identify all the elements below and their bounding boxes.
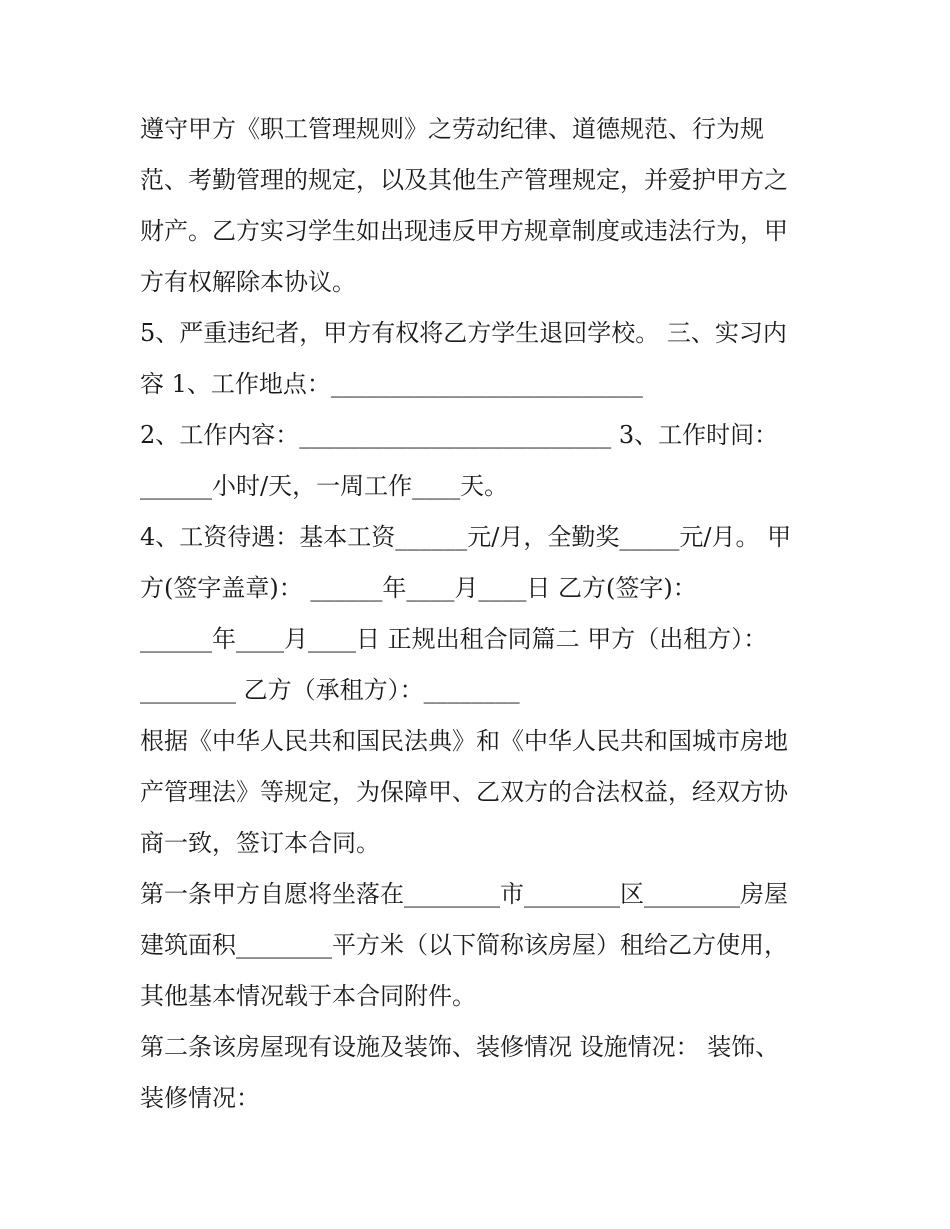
text-line: ________ 乙方（承租方）：________ <box>140 676 520 704</box>
text-line: ______小时/天，一周工作____天。 <box>140 472 509 500</box>
text-line: 5、严重违纪者，甲方有权将乙方学生退回学校。 三、实习内 <box>140 319 787 347</box>
text-line: 容 1、工作地点：__________________________ <box>140 370 643 398</box>
text-line: 建筑面积________平方米（以下简称该房屋）租给乙方使用， <box>140 931 788 959</box>
text-line: ______年____月____日 正规出租合同篇二 甲方（出租方）： <box>140 625 768 653</box>
text-line: 第二条该房屋现有设施及装饰、装修情况 设施情况： 装饰、 <box>140 1033 780 1061</box>
text-line: 遵守甲方《职工管理规则》之劳动纪律、道德规范、行为规 <box>140 115 764 143</box>
text-line: 方有权解除本协议。 <box>140 268 356 296</box>
text-line: 财产。乙方实习学生如出现违反甲方规章制度或违法行为，甲 <box>140 217 788 245</box>
text-line: 根据《中华人民共和国民法典》和《中华人民共和国城市房地 <box>140 727 788 755</box>
text-line: 2、工作内容：__________________________ 3、工作时间： <box>140 421 779 449</box>
text-line: 其他基本情况载于本合同附件。 <box>140 982 476 1010</box>
text-line: 商一致，签订本合同。 <box>140 829 380 857</box>
text-line: 方(签字盖章)： ______年____月____日 乙方(签字)： <box>140 574 697 602</box>
text-line: 产管理法》等规定，为保障甲、乙双方的合法权益，经双方协 <box>140 778 788 806</box>
text-line: 装修情况： <box>140 1084 260 1112</box>
text-line: 4、工资待遇：基本工资______元/月，全勤奖_____元/月。 甲 <box>140 523 792 551</box>
document-body <box>140 104 820 1124</box>
text-line: 第一条甲方自愿将坐落在________市________区________房屋 <box>140 880 788 908</box>
text-line: 范、考勤管理的规定，以及其他生产管理规定，并爱护甲方之 <box>140 166 788 194</box>
